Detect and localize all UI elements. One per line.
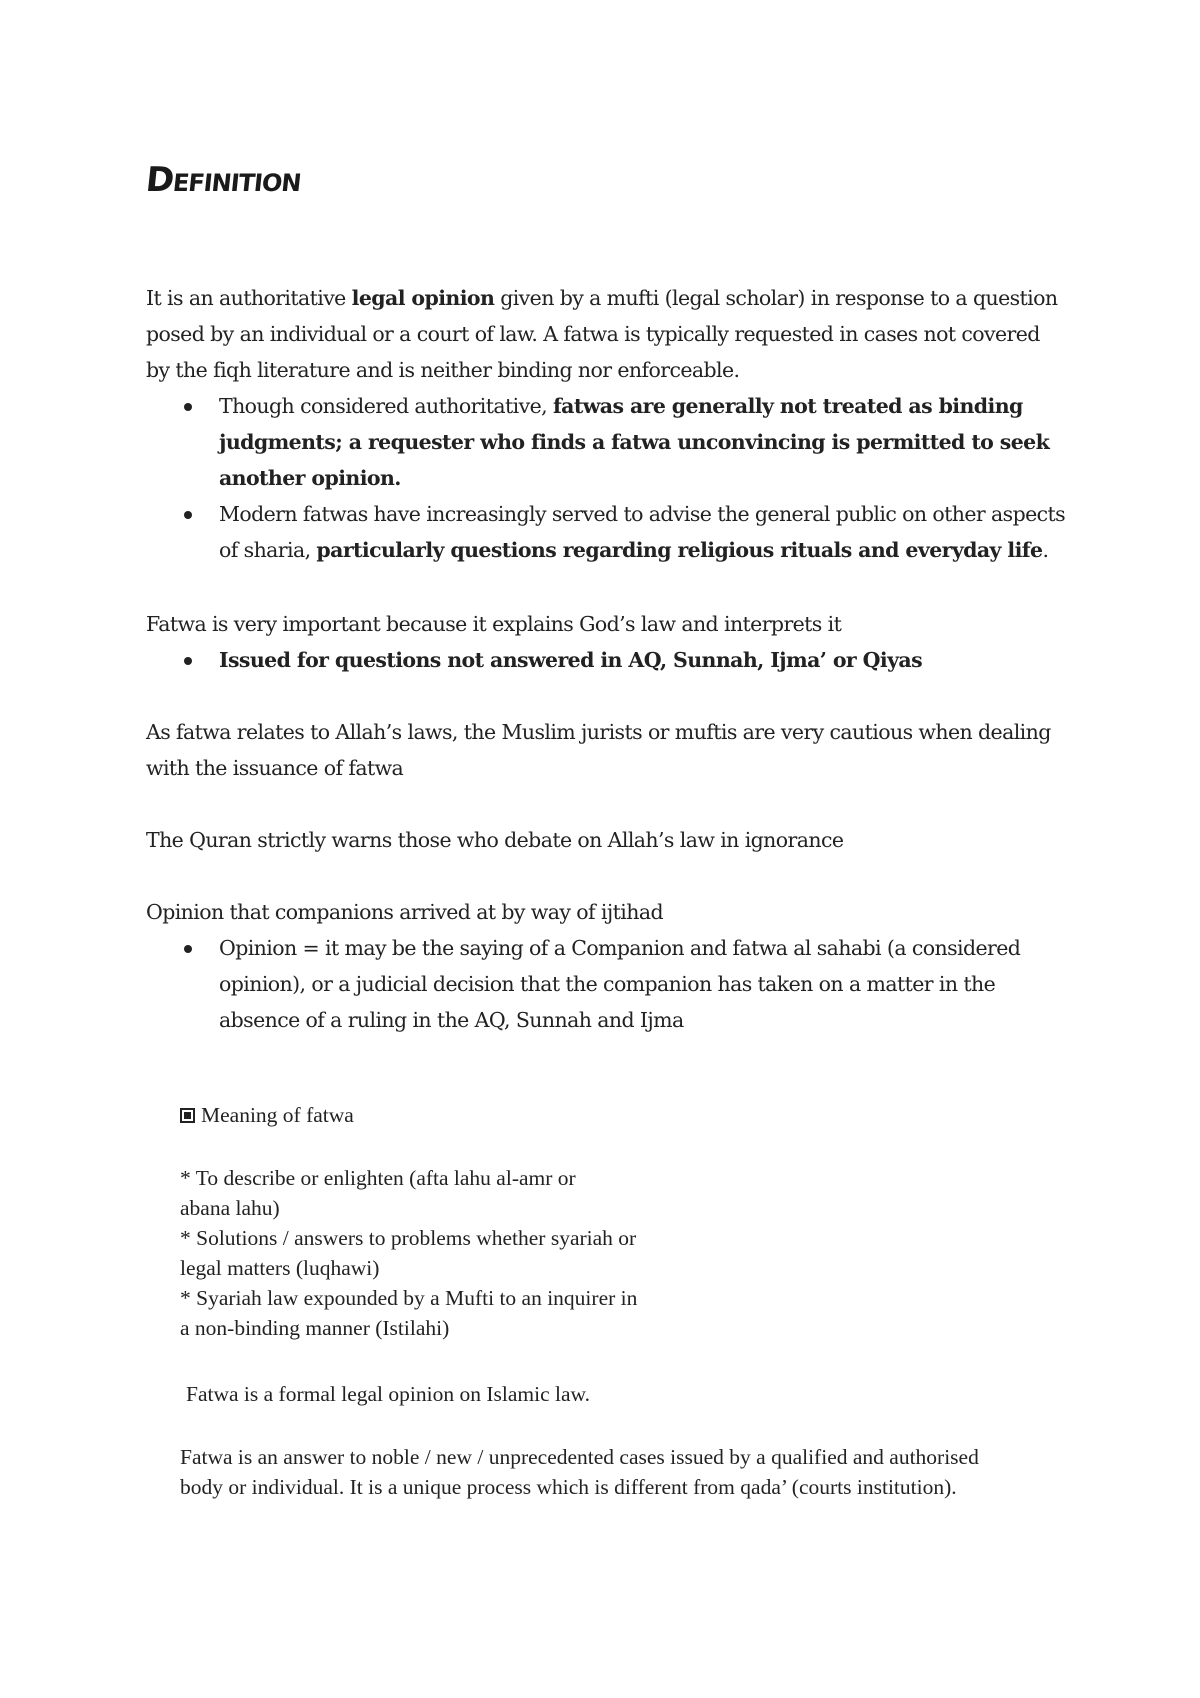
embedded-line: body or individual. It is a unique process which is different from qada’ (courts institution). xyxy=(180,1475,957,1499)
intro-text-1: It is an authoritative xyxy=(146,286,352,310)
embedded-line: legal matters (luqhawi) xyxy=(180,1256,380,1280)
opinion-bullet-list xyxy=(146,930,1066,1038)
page-title: Definition xyxy=(143,160,303,200)
quran-paragraph: The Quran strictly warns those who debate on Allah’s law in ignorance xyxy=(146,828,844,852)
caution-paragraph: As fatwa relates to Allah’s laws, the Muslim jurists or muftis are very cautious when dealing with the issuance of fatwa xyxy=(146,720,1051,780)
embedded-line: Fatwa is an answer to noble / new / unprecedented cases issued by a qualified and authorised xyxy=(180,1445,979,1469)
intro-bold-term: legal opinion xyxy=(351,286,495,310)
importance-paragraph: Fatwa is very important because it explains God’s law and interprets it xyxy=(146,612,842,636)
bullet-text-tail: . xyxy=(1042,538,1049,562)
bullet-icon xyxy=(184,511,192,519)
bullet-text-bold: fatwas are generally not treated as binding judgments; a requester who finds a fatwa unconvincing is permitted to seek another opinion. xyxy=(219,394,1050,490)
bullet-text-plain: Opinion = it may be the saying of a Companion and fatwa al sahabi (a considered opinion), or a judicial decision that the companion has taken on a matter in the absence of a ruling in the AQ, Sunnah and Ijma xyxy=(219,936,1021,1032)
intro-paragraph xyxy=(146,280,1066,388)
list-item xyxy=(146,642,1066,678)
embedded-formal-definition: Fatwa is a formal legal opinion on Islamic law. xyxy=(186,1382,591,1406)
bullet-text-bold: particularly questions regarding religious rituals and everyday life xyxy=(316,538,1043,562)
bullet-text-plain: Though considered authoritative, xyxy=(219,394,553,418)
intro-text-2: given by a mufti (legal scholar) in response to a question posed by an individual or a court of law. A fatwa is typically requested in cases not covered by the fiqh literature and is neither binding nor enforceable. xyxy=(146,286,1058,382)
list-item xyxy=(146,496,1066,568)
embedded-answer-paragraph xyxy=(180,1442,1140,1502)
square-bullet-icon xyxy=(180,1108,195,1123)
bullet-text-plain: Modern fatwas have increasingly served to advise the general public on other aspects of sharia, xyxy=(219,502,1066,562)
embedded-line: * To describe or enlighten (afta lahu al-amr or xyxy=(180,1166,576,1190)
embedded-line: a non-binding manner (Istilahi) xyxy=(180,1316,450,1340)
bullet-icon xyxy=(184,945,192,953)
list-item xyxy=(146,388,1066,496)
importance-bullet-list xyxy=(146,642,1066,678)
embedded-line: abana lahu) xyxy=(180,1196,280,1220)
bullet-text-bold: Issued for questions not answered in AQ, Sunnah, Ijma’ or Qiyas xyxy=(219,648,923,672)
embedded-heading-text: Meaning of fatwa xyxy=(201,1103,354,1127)
bullet-icon xyxy=(184,403,192,411)
bullet-icon xyxy=(184,657,192,665)
intro-bullet-list xyxy=(146,388,1066,568)
embedded-meaning-list xyxy=(180,1163,1080,1343)
opinion-paragraph: Opinion that companions arrived at by way of ijtihad xyxy=(146,900,663,924)
embedded-heading xyxy=(180,1100,1080,1130)
embedded-line: * Syariah law expounded by a Mufti to an inquirer in xyxy=(180,1286,638,1310)
list-item xyxy=(146,930,1066,1038)
embedded-line: * Solutions / answers to problems whether syariah or xyxy=(180,1226,637,1250)
